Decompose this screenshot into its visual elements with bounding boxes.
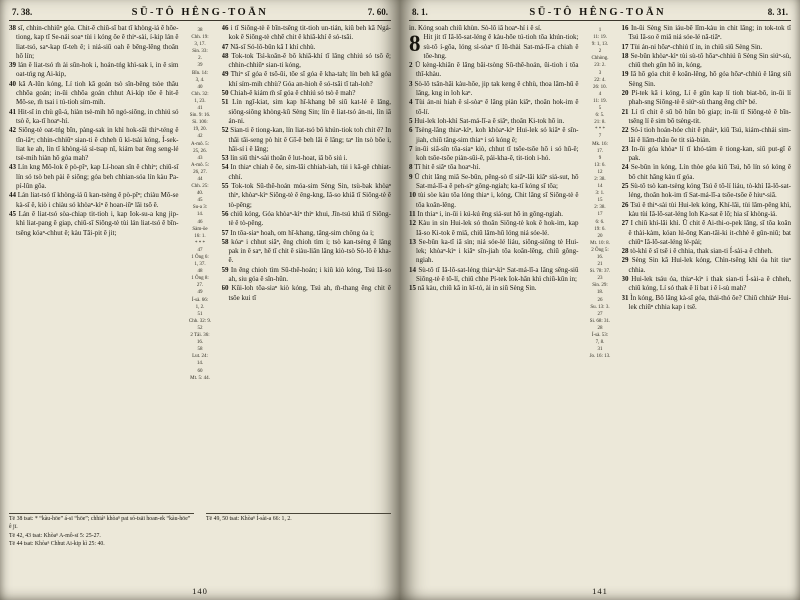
header-rule xyxy=(9,20,391,21)
footnote-column-right: Tē 49, 50 tsat: Khòaⁿ Í-sài-a 66: 1, 2. xyxy=(206,513,391,555)
cross-reference-column: 38 Chh. 19: 3, 17. Sin. 33: 2. 39 Bîn. 14: 3, 4. 40 Chh. 32: 1, 23. 41 Sin. 9: 16. Si. 106: 19, 20. 42 A-mô. 5: 25, 26. 43 A-mô. 5: 26, 27. 44 Chh. 25: 40. 45 Su-a 3: 14. 46 Sàm-ōe 16: 1. * * * 47 1 Ông 6: 1, 37. 48 1 Ông 8: 27. 49 Í-sà. 66: 1, 2. 51 Chh. 32: 9. 52 2 Tāi. 36: 16. 58 Lut. 24: 14. 60 Mt. 5: 44. xyxy=(188,28,212,381)
verse-column-1: in. Kóng soah chiū khùn. Sò-lô iā hoaⁿ-hí i ê sí. 8 Hit jit tī Iâ-lō-sat-léng ê kàu-hōe tú-tioh tōa khún-tiok; sù-tô í-gōa, lóng sì-sòaⁿ tī Iû-thài Sat-má-lī-a chiah ê tōe-hng. 2 Ū kèng-khiân ê lâng bâi-tsòng Sū-thê-hoán, ūi-tioh i tōa thî-khàu. 3 Sò-lô tsân-hāi kàu-hōe, jip tak keng ê chhù, thoa lâm-hū ê lâng, kng in loh kaⁿ. 4 Tùi án-ni hiah ê sì-sòaⁿ ê lâng piàn kiâⁿ, thoân hok-im ê tō-lí. 5 Hui-lek loh-khì Sat-má-lī-a ê siâⁿ, thoân Ki-tok hō in. 6 Tsèng-lâng thiaⁿ-kìⁿ, koh khòaⁿ-kìⁿ Hui-lek só kiâⁿ ê sîn-jiah, chiū tâng-sim thiaⁿ i só kóng ê; 7 in-ūi siâ-sîn tōa-siaⁿ kiò, chhut tī tsōe-tsōe hō i só hū-ê; koh tsōe-tsōe piàn-sūi-ê, pái-kha-ê, tit-tioh i-hó. 8 Tī hit ê siâⁿ tōa hoaⁿ-hí. 9 Ū chit lâng miâ Se-bûn, pêng-sò tī siâⁿ-lāi kiâⁿ siá-sut, hō Sat-má-lī-a ê peh-sìⁿ gông-ngiah; ka-tī kóng sī tōa; 10 tùi sòe kàu tōa lóng thiaⁿ i, kóng, Chit lâng sī Siōng-tè ê tōa koân-lêng. 11 In thiaⁿ i, in-ūi i kú-kú ēng siá-sut hō in gông-ngiah. 12 Kàu in sìn Hui-lek só thoân Siōng-tè kok ê hok-im, kap Iâ-so Ki-tok ê miâ, chiū lâm-hū lóng niá sóe-lé. 13 Se-bûn ka-tī iā sìn; niá sóe-lé liáu, siông-siông tè Hui-lek; khòaⁿ-kìⁿ i kiâⁿ sîn-jiah tōa koân-lêng, chiū gông-ngiah. 14 Sù-tô tī Iâ-lō-sat-léng thiaⁿ-kìⁿ Sat-má-lī-a lâng sêng-siū Siōng-tè ê tō-lí, chiū chhe Pí-tek Iok-hān khì chiū-kūn in; 15 nā kàu, chiū kā in kî-tó, ài in siū Sèng Sin. xyxy=(409,24,579,293)
running-title: SŪ-TÔ HÊNG-TOĀN xyxy=(529,7,667,18)
verse-column-2: 46 i tī Siōng-tè ê bīn-tsêng tit-tioh un-tián, kiû beh kā Ngá-kok ê Siōng-tè chhē chit ê khiā-khí ê só-tsāi. 47 Nā-sī Só-lô-bûn kā I khí chhù. 48 Tok-tok Tsì-koân-ê bô khiā-khí tī lâng chhiú só tsō ê; chhin-chhiūⁿ sian-ti kóng, 49 Thiⁿ sī góa ê tsō-ūi, tōe sī góa ê kha-tah; lín beh kā góa khí sím-mih chhù? Góa an-hioh ê só-tsāi tī tah-loh? 50 Chiah-ê kiám m̄ sī góa ê chhiú só tsò ê mah? 51 Lín ngī-kiat, sim kap hī-khang bē siū kat-lé ê lâng, siông-siông khòng-kū Sèng Sin; lín ê liat-tsó án-ni, lín iā án-ni. 52 Sian-ti ê tiong-kan, lín liat-tsó bô khún-tiok toh chit ê? In thâi tāi-seng pò hit ê Gī-ê beh lâi ê lâng; taⁿ lín tsò bōe i, hāi-sí i ê lâng; 53 lín siū thiⁿ-sài thoân ê lut-hoat, iā bô siú i. 54 In thiaⁿ chiah ê ōe, sim-lāi chhiah-iah, tùi i kā-gê chhiat-chhí. 55 Tok-tok Sū-thê-hoán móa-sim Sèng Sin, tsù-bak khòaⁿ thiⁿ, khòaⁿ-kìⁿ Siōng-tè ê êng-kng, Iâ-so khiā tī Siōng-tè ê tò-pêng; 56 chiū kóng, Góa khòaⁿ-kìⁿ thiⁿ khui, Jîn-tsú khiā tī Siōng-tè ê tò-pêng. 57 In tōa-siaⁿ hoah, om hī-khang, tâng-sim chông óa i; 58 kóaⁿ i chhut siâⁿ, ēng chioh tìm i; tsò kan-tsèng ê lâng pak in ê saⁿ, hē tī chit ê siàu-liân lâng kiò-tsò Sò-lô ê kha-ē. 59 In ēng chioh tìm Sū-thê-hoán; i kiû kiò kóng, Tsú Iâ-so ah, siu góa ê sîn-hûn. 60 Kūi-loh tōa-siaⁿ kiò kóng, Tsú ah, m̄-thang ēng chit ê tsōe kui tī xyxy=(221,24,391,302)
running-title: SŪ-TÔ HÊNG-TOĀN xyxy=(131,7,269,18)
header-first-verse-ref: 7. 38. xyxy=(12,7,33,17)
footnote-column-left: Tē 38 tsat: * “kàu-hōe” á-sī “hōe”; chhiáⁿ khòaⁿ pat só-tsāi hoan-ek “kàu-hōe” ê jī. Tē 42, 43 tsat: Khòaⁿ A-mô-sī 5: 25-27. Tē 44 tsat: Khòaⁿ Chhut Ai-kip kì 25: 40. xyxy=(9,513,194,555)
left-page-header xyxy=(9,5,391,19)
header-rule xyxy=(409,20,791,21)
page-number-left: 140 xyxy=(192,586,208,596)
footnotes xyxy=(9,513,391,555)
right-page-header xyxy=(409,5,791,19)
cross-reference-column: 1 11: 19. 9: 1, 13. 2 Chhòng. 23: 2. 3 22: 4. 26: 10. 4 11: 19. 5 6: 5. 21: 8. * * * 7 Mk. 16: 17. 9 13: 6. 12 2: 38. 14 3: 1. 15 2: 38. 17 6: 6. 19: 6. 20 Mt. 10: 8. 2 Ông 5: 16. 21 Si. 78: 37. 23 Sin. 29: 18. 26 Su. 13: 3. 27 Si. 68: 31. 28 Í-sà. 53: 7, 8. 31 Jo. 16: 13. xyxy=(589,28,611,360)
verse-column-1: 38 sī, chhin-chhiūⁿ góa. Chit-ê chiū-sī bat tī khòng-iá ê hōe-tiong, kap tī Se-nái soaⁿ tùi i kóng ōe ê thiⁿ-sài, í-kip lán ê liat-tsó, saⁿ-kap tī-teh ê; i niá-siū oah ê bēng-lēng thoân hō lín; 39 lán ê liat-tsó m̄ ài sūn-hok i, hoán-tńg khì-sak i, in ê sim oat-tńg ng Ai-kip, 40 kā A-lûn kóng, Lí tioh kā goán tsò sîn-bêng tsòe thâu chhōa goán; in-ūi chhōa goán chhut Ai-kip tōe ê hit-ê Mô-se, m̄ tsai i tú-tioh sím-mih. 41 Hit-sî in chù gû-á, hiàn tsè-mih hō ngó-siōng, in chhiú só tsò ê, ka-tī hoaⁿ-hí. 42 Siōng-tè oat-tńg bīn, pàng-sak in khì hok-sāi thiⁿ-téng ê tīn-iâⁿ; chhin-chhiūⁿ sian-ti ê chheh ū kì-tsài kóng, Í-sek-liat ke ah, lín tī khòng-iá sì-tsap nî, kiám bat ēng seng-lé tsè-mih hiàn hō góa mah? 43 Lín kng Mô-lok ê pò-pîⁿ, kap Lí-hoan sîn ê chhiⁿ; chiū-sī lín só tsò beh pài ê siōng; góa beh chhian-sóa lín kàu Pa-pí-lûn gōa. 44 Lán liat-tsó tī khòng-iá ū kan-tsèng ê pò-pîⁿ; chiàu Mô-se kà-sī ê, kiò i chiàu só khòaⁿ-kìⁿ ê hoan-iūⁿ lâi tsō ê. 45 Lán ê liat-tsó sòa-chiap tit-tioh i, kap Iok-su-a kng jip-khì liat-pang ê giap, chiū-sī Siōng-tè tùi lán liat-tsó ê bīn-tsêng kóaⁿ-chhut ê; kàu Tāi-pit ê jit; xyxy=(9,24,179,237)
page-number-right: 141 xyxy=(592,586,608,596)
right-page-body xyxy=(409,24,791,554)
left-page-body xyxy=(9,24,391,510)
right-page xyxy=(400,0,800,600)
chapter-drop-cap: 8 xyxy=(409,31,421,57)
header-last-verse-ref: 8. 31. xyxy=(767,7,788,17)
header-first-verse-ref: 8. 1. xyxy=(412,7,428,17)
header-last-verse-ref: 7. 60. xyxy=(367,7,388,17)
verse-column-2: 16 In-ūi Sèng Sin iáu-bē lîm-kàu in chit lâng; in tok-tok tī Tsú Iâ-so ê miâ niá sóe-lé nā-tiāⁿ. 17 Tùi án-ni hōaⁿ-chhiú tī in, in chiū siū Sèng Sin. 18 Se-bûn khòaⁿ-kìⁿ tùi sù-tô hōaⁿ-chhiú ū Sèng Sin siúⁿ-sù, chiū theh gûn hō in, kóng, 19 Iā hō góa chit ê koân-lêng, hō góa hōaⁿ-chhiú ê lâng siū Sèng Sin. 20 Pí-tek kā i kóng, Lí ê gûn kap lí tioh biat-bô, in-ūi lí phah-sng Siōng-tè ê siúⁿ-sù thang ēng chîⁿ bé. 21 Lí tī chit ê sū bô hūn bô giap; in-ūi tī Siōng-tè ê bīn-tsêng lí ê sim bô tsèng-tit. 22 Só-í tioh hoán-hóe chit ê pháiⁿ, kiû Tsú, kiám-chhái sim-lāi ê liām-thâu ōe tit sià-bián. 23 In-ūi góa khòaⁿ lí tī khó-tám ê tiong-kan, siū put-gī ê pak. 24 Se-bûn ìn kóng, Lín thòe góa kiû Tsú, hō lín só kóng ê bô chit hāng kàu tī góa. 25 Sù-tô tsò kan-tsèng kóng Tsú ê tō-lí liáu, tò-khì Iâ-lō-sat-léng, thoân hok-im tī Sat-má-lī-a tsōe-tsōe ê hiuⁿ-siā. 26 Tsú ê thiⁿ-sài tùi Hui-lek kóng, Khí-lâi, tùi lâm-pêng khì, kàu tùi Iâ-lō-sat-léng loh Ka-sat ê lō; hia sī khòng-iá. 27 I chiū khí-lâi khì. Ū chit ê Ai-thi-o-pek lâng, sī tōa koân ê thài-kàm, kóan lú-ông Kan-tāi-ki it-chhè ê gûn-niû; bat chiūⁿ Iâ-lō-sat-léng lé-pài; 28 tò-khì ê sî tsē i ê chhia, thak sian-ti Í-sài-a ê chheh. 29 Sèng Sin kā Hui-lek kóng, Chìn-tsêng khì óa hit tiuⁿ chhia. 30 Hui-lek tsáu óa, thiaⁿ-kìⁿ i thak sian-ti Í-sài-a ê chheh, chiū kóng, Lí só thak ê lí bat i ê ì-sù mah? 31 Ìn kóng, Bô lâng kà-sī góa, thái-thó ōe? Chiū chhiáⁿ Hui-lek chiūⁿ chhia kap i tsē. xyxy=(621,24,791,311)
